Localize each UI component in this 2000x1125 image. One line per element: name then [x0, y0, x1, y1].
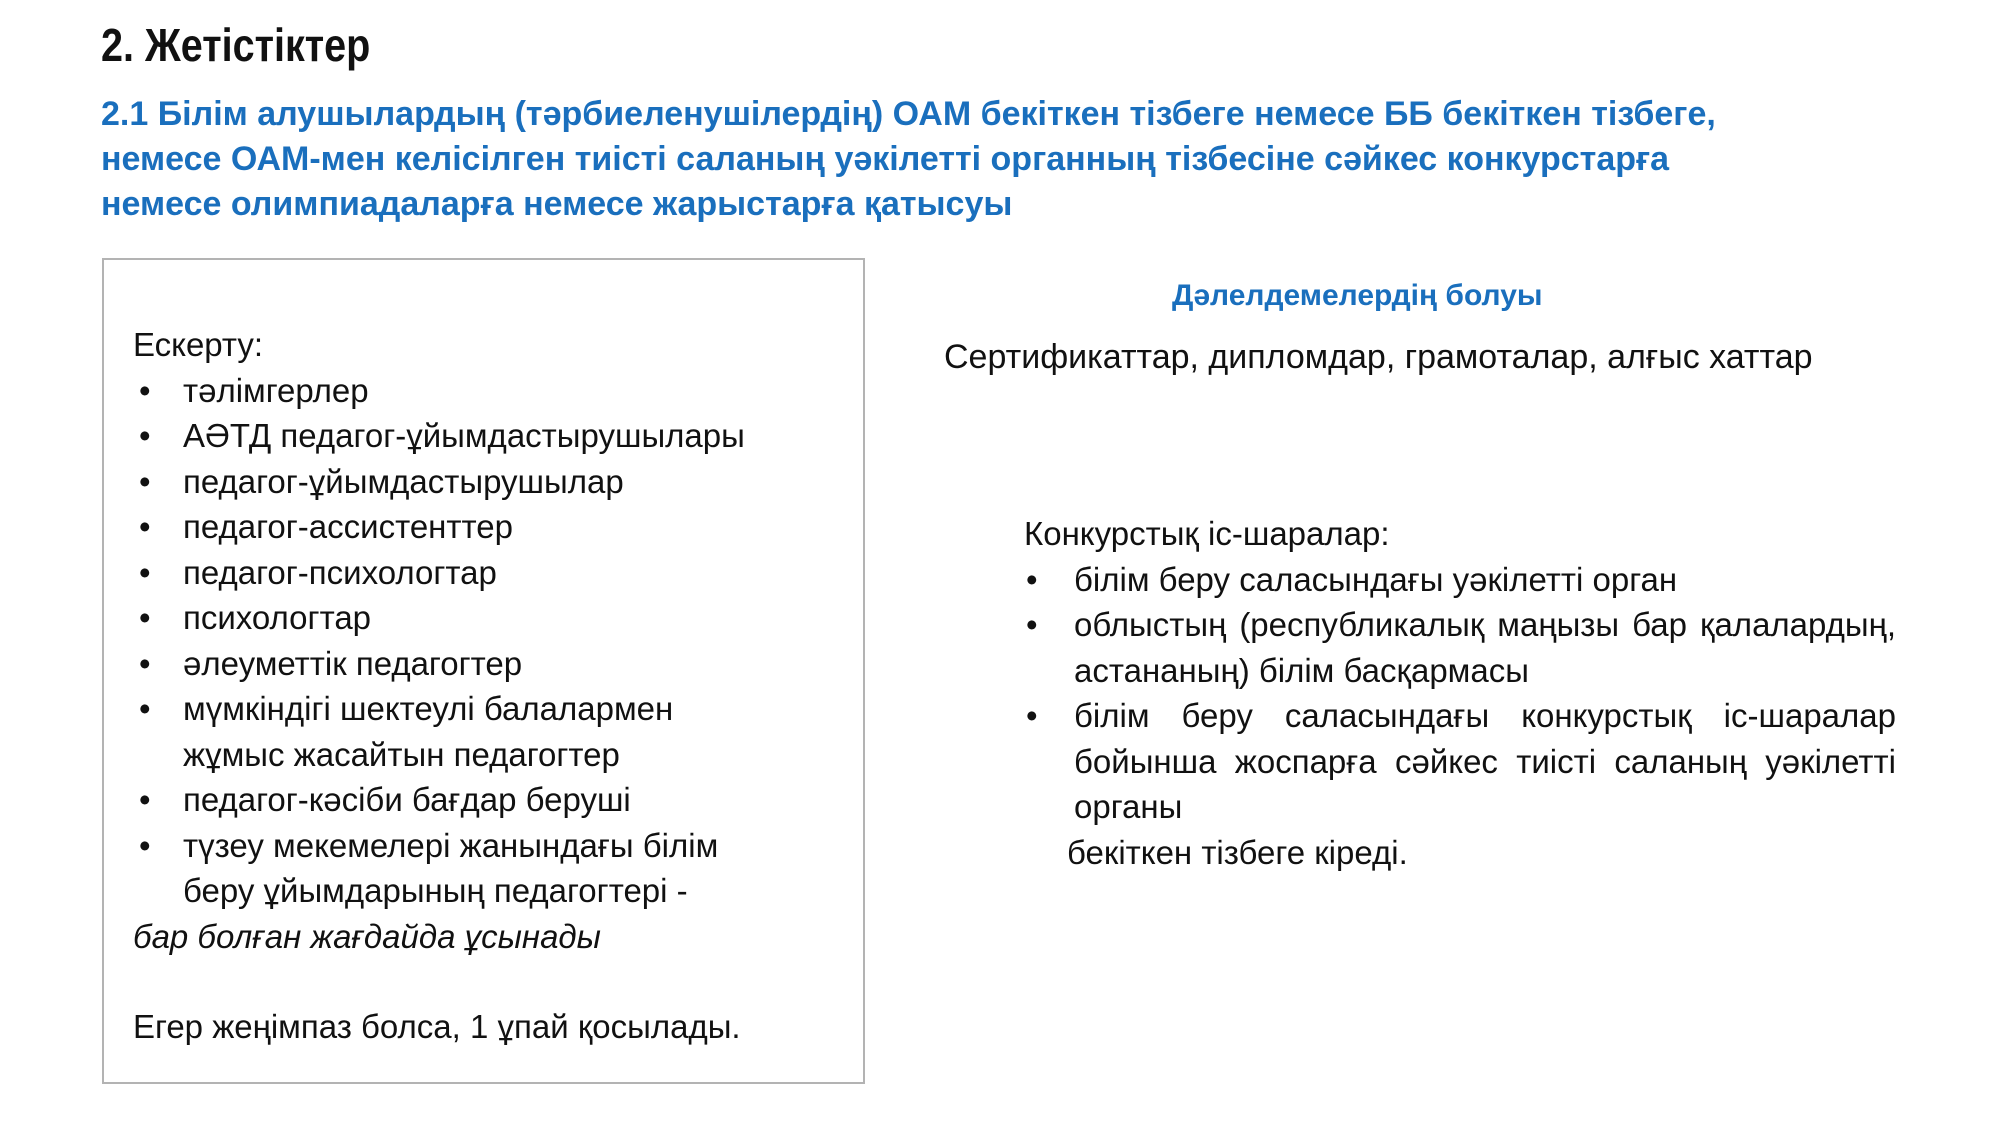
- note-list: [133, 368, 853, 914]
- list-item: [133, 686, 853, 777]
- list-item: [133, 777, 853, 823]
- contest-tail: бекіткен тізбеге кіреді.: [1067, 833, 1408, 871]
- list-item: [133, 595, 853, 641]
- bullet-icon: •: [139, 644, 151, 682]
- list-item: [1024, 602, 1896, 693]
- list-item-text: психологтар: [183, 599, 372, 636]
- list-item-text: педагог-ұйымдастырушылар: [183, 462, 624, 500]
- bullet-icon: •: [139, 553, 151, 591]
- list-item-text: мүмкіндігі шектеулі балалармен жұмыс жасайтын педагогтер: [183, 690, 674, 773]
- contest-list: [1024, 557, 1896, 830]
- bullet-icon: •: [139, 462, 151, 500]
- bullet-icon: •: [139, 599, 151, 636]
- subtitle-line: немесе олимпиадаларға немесе жарыстарға қатысуы: [101, 185, 1013, 223]
- list-item: [133, 641, 853, 687]
- contest-heading: Конкурстық іс-шаралар:: [1024, 515, 1390, 552]
- bullet-icon: •: [139, 826, 151, 864]
- note-italic: бар болған жағдайда ұсынады: [133, 917, 601, 955]
- list-item: [133, 504, 853, 550]
- list-item-text: білім беру саласындағы конкурстық іс-шаралар бойынша жоспарға сәйкес тиісті саланың уәкілетті органы: [1074, 697, 1896, 825]
- list-item: [133, 550, 853, 596]
- evidence-heading: Дәлелдемелердің болуы: [1172, 279, 1543, 312]
- note-heading: Ескерту:: [133, 326, 264, 363]
- list-item: [133, 368, 853, 414]
- bullet-icon: •: [139, 690, 151, 727]
- list-item: [133, 413, 853, 459]
- bullet-icon: •: [1026, 560, 1038, 598]
- list-item-text: педагог-ассистенттер: [183, 508, 513, 545]
- subtitle-line: немесе ОАМ-мен келісілген тиісті саланың уәкілетті органның тізбесіне сәйкес конкурстарға: [101, 140, 1670, 178]
- subtitle-line: 2.1 Білім алушылардың (тәрбиеленушілердің) ОАМ бекіткен тізбеге немесе ББ бекіткен тізбеге,: [101, 95, 1716, 133]
- section-subtitle: [101, 92, 1981, 227]
- contest-content: [1024, 511, 1896, 875]
- list-item-text: педагог-кәсіби бағдар беруші: [183, 781, 631, 818]
- list-item-text: әлеуметтік педагогтер: [183, 644, 523, 682]
- list-item-text: облыстың (республикалық маңызы бар қалалардың, астананың) білім басқармасы: [1074, 606, 1896, 689]
- list-item-text: педагог-психологтар: [183, 553, 497, 591]
- list-item-text: тәлімгерлер: [183, 371, 369, 409]
- list-item-text: АӘТД педагог-ұйымдастырушылары: [183, 417, 745, 454]
- bullet-icon: •: [139, 371, 151, 409]
- list-item-text: түзеу мекемелері жанындағы білім беру ұйымдарының педагогтері -: [183, 826, 719, 909]
- list-item: [1024, 693, 1896, 830]
- note-footer: Егер жеңімпаз болса, 1 ұпай қосылады.: [133, 1008, 741, 1045]
- evidence-text: Сертификаттар, дипломдар, грамоталар, алғыс хаттар: [944, 338, 1813, 376]
- bullet-icon: •: [1026, 697, 1038, 734]
- page-title: 2. Жетістіктер: [101, 19, 371, 71]
- list-item-text: білім беру саласындағы уәкілетті орган: [1074, 560, 1678, 598]
- note-content: [133, 322, 853, 1050]
- bullet-icon: •: [139, 508, 151, 545]
- bullet-icon: •: [139, 781, 151, 818]
- bullet-icon: •: [139, 417, 151, 454]
- list-item: [1024, 557, 1896, 603]
- bullet-icon: •: [1026, 606, 1038, 643]
- list-item: [133, 459, 853, 505]
- list-item: [133, 823, 853, 914]
